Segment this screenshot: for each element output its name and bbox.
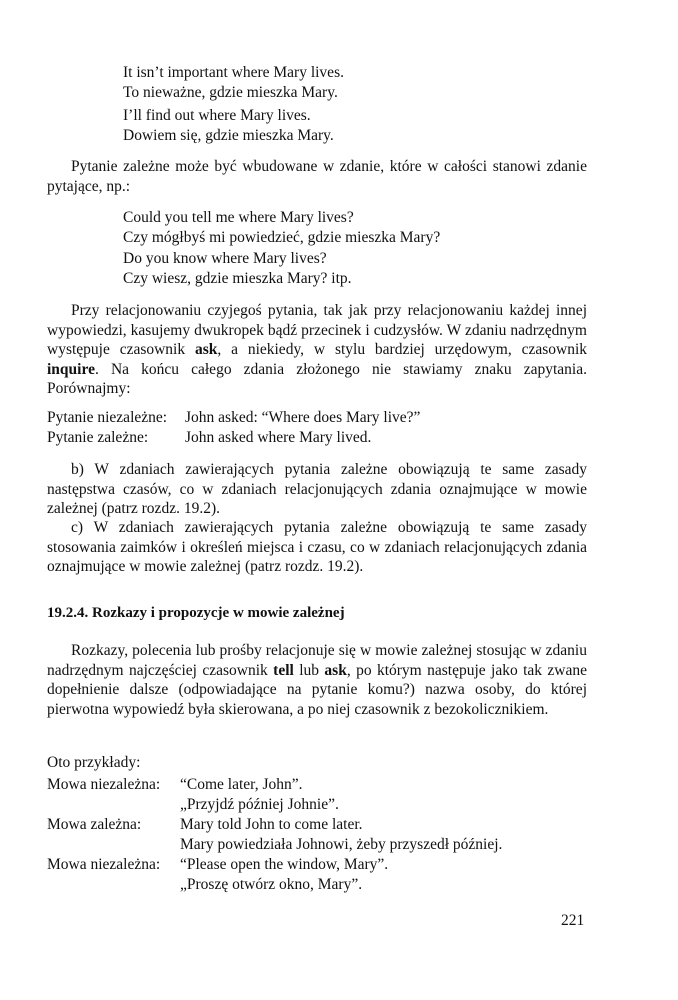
examples-intro: Oto przykłady: (47, 754, 141, 771)
comparison-label: Pytanie niezależne: (47, 409, 168, 426)
example-line: Do you know where Mary lives? (123, 250, 327, 267)
example-line: To nieważne, gdzie mieszka Mary. (123, 84, 338, 101)
comparison-text: John asked: “Where does Mary live?” (185, 409, 421, 426)
example-text: „Przyjdź później Johnie”. (180, 796, 339, 813)
example-text: “Please open the window, Mary”. (180, 856, 389, 873)
comparison-label: Pytanie zależne: (47, 429, 149, 446)
section-heading: 19.2.4. Rozkazy i propozycje w mowie zależnej (47, 605, 345, 621)
paragraph-commands: Rozkazy, polecenia lub prośby relacjonuje się w mowie zależnej stosując w zdaniu nadrzędnym najczęściej czasownik tell lub ask, po którym następuje jako tak zwane dopełnienie dalsze (odpowiadające na pytanie komu?) nazwa osoby, do której pierwotna wypowiedź była skierowana, a po niej czasownik z bezokolicznikiem. (47, 642, 588, 718)
bold-verb-tell: tell (273, 661, 294, 679)
example-label: Mowa niezależna: (47, 776, 161, 793)
example-line: I’ll find out where Mary lives. (123, 107, 311, 124)
paragraph-reporting: Przy relacjonowaniu czyjegoś pytania, tak jak przy relacjonowaniu każdej innej wypowiedzi, kasujemy dwukropek bądź przecinek i cudzysłów. W zdaniu nadrzędnym występuje czasownik ask, a niekiedy, w stylu bardziej urzędowym, czasownik inquire. Na końcu całego zdania złożonego nie stawiamy znaku zapytania. Porównajmy: (47, 302, 587, 397)
bold-verb-inquire: inquire (47, 360, 95, 378)
example-line: Czy wiesz, gdzie mieszka Mary? itp. (123, 270, 352, 287)
comparison-text: John asked where Mary lived. (185, 429, 372, 446)
example-label: Mowa zależna: (47, 816, 142, 833)
paragraph-embedded-question: Pytanie zależne może być wbudowane w zdanie, które w całości stanowi zdanie pytające, np.: (47, 158, 587, 195)
example-line: Could you tell me where Mary lives? (123, 209, 354, 226)
example-text: „Proszę otwórz okno, Mary”. (180, 876, 363, 893)
example-line: Dowiem się, gdzie mieszka Mary. (123, 127, 334, 144)
paragraph-b: b) W zdaniach zawierających pytania zależne obowiązują te same zasady następstwa czasów, co w zdaniach relacjonujących zdania oznajmujące w mowie zależnej (patrz rozdz. 19.2). (47, 461, 587, 517)
example-line: Czy mógłbyś mi powiedzieć, gdzie mieszka Mary? (123, 229, 441, 246)
bold-verb-ask: ask (324, 661, 347, 679)
example-text: Mary told John to come later. (180, 816, 363, 833)
paragraph-c: c) W zdaniach zawierających pytania zależne obowiązują te same zasady stosowania zaimków i określeń miejsca i czasu, co w zdaniach relacjonujących zdania oznajmujące w mowie zależnej (patrz rozdz. 19.2). (47, 519, 587, 575)
example-text: “Come later, John”. (180, 776, 303, 793)
bold-verb-ask: ask (194, 341, 218, 358)
example-text: Mary powiedziała Johnowi, żeby przyszedł później. (180, 836, 503, 853)
example-label: Mowa niezależna: (47, 856, 161, 873)
example-line: It isn’t important where Mary lives. (123, 64, 344, 81)
page-number: 221 (561, 912, 585, 929)
